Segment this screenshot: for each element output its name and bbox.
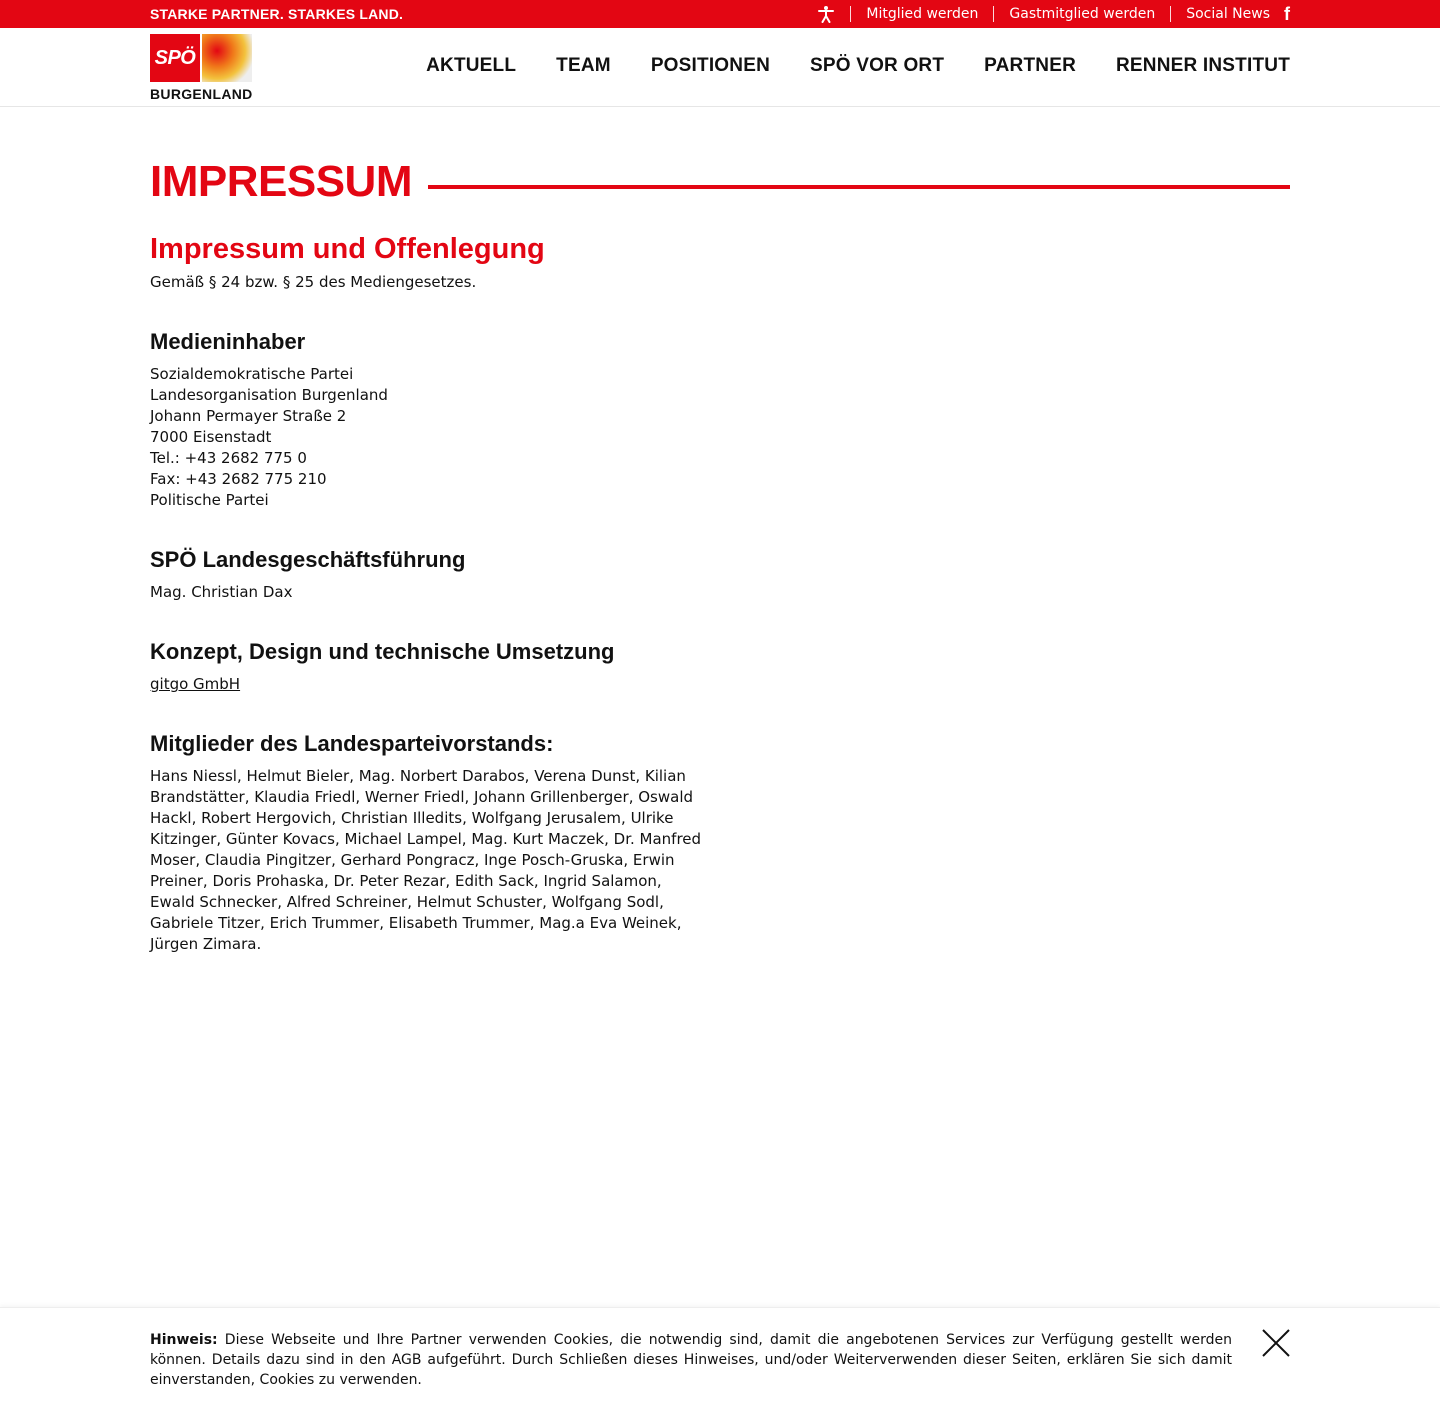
owner-line: Politische Partei bbox=[150, 491, 269, 509]
nav-item-positionen[interactable]: POSITIONEN bbox=[650, 55, 770, 76]
section-heading-management: SPÖ Landesgeschäftsführung bbox=[150, 547, 466, 572]
main-content bbox=[150, 158, 1290, 955]
page-title-row bbox=[150, 158, 1290, 206]
lead-text: Gemäß § 24 bzw. § 25 des Mediengesetzes. bbox=[150, 273, 477, 291]
logo-graphic bbox=[202, 34, 252, 82]
nav-item-renner-institut[interactable]: RENNER INSTITUT bbox=[1116, 55, 1290, 76]
owner-details bbox=[150, 364, 1290, 511]
cookie-text bbox=[150, 1330, 1232, 1390]
owner-line: Fax: +43 2682 775 210 bbox=[150, 470, 327, 488]
main-nav bbox=[426, 55, 1290, 77]
site-logo[interactable] bbox=[150, 34, 254, 102]
divider bbox=[1170, 6, 1171, 22]
cookie-label: Hinweis: bbox=[150, 1332, 218, 1348]
management-name: Mag. Christian Dax bbox=[150, 583, 293, 601]
nav-item-team[interactable]: TEAM bbox=[556, 55, 611, 76]
tagline: STARKE PARTNER. STARKES LAND. bbox=[150, 6, 404, 22]
owner-line: Johann Permayer Straße 2 bbox=[150, 407, 347, 425]
logo-region: BURGENLAND bbox=[150, 86, 253, 102]
link-mitglied-werden[interactable]: Mitglied werden bbox=[866, 6, 979, 22]
top-links bbox=[817, 0, 1290, 28]
title-rule bbox=[428, 185, 1290, 189]
page-title: IMPRESSUM bbox=[150, 157, 412, 206]
section-heading-concept: Konzept, Design und technische Umsetzung bbox=[150, 639, 615, 664]
cookie-message: Diese Webseite und Ihre Partner verwenden Cookies, die notwendig sind, damit die angebotenen Services zur Verfügung gestellt werden können. Details dazu sind in den AGB aufgeführt. Durch Schließen dieses Hinweises, und/oder Weiterverwenden dieser Seiten, erklären Sie sich damit einverstanden, Cookies zu verwenden. bbox=[150, 1332, 1232, 1388]
owner-line: Sozialdemokratische Partei bbox=[150, 365, 354, 383]
section-heading-owner: Medieninhaber bbox=[150, 329, 306, 354]
cookie-notice bbox=[0, 1307, 1440, 1410]
divider bbox=[850, 6, 851, 22]
close-icon[interactable] bbox=[1262, 1329, 1290, 1357]
section-heading-board: Mitglieder des Landesparteivorstands: bbox=[150, 731, 554, 756]
divider bbox=[993, 6, 994, 22]
link-gastmitglied-werden[interactable]: Gastmitglied werden bbox=[1009, 6, 1156, 22]
top-bar bbox=[0, 0, 1440, 28]
logo-mark: SPÖ bbox=[150, 34, 200, 82]
facebook-icon[interactable]: f bbox=[1284, 4, 1290, 24]
site-header bbox=[0, 28, 1440, 107]
nav-item-aktuell[interactable]: AKTUELL bbox=[426, 55, 517, 76]
nav-item-spoe-vor-ort[interactable]: SPÖ VOR ORT bbox=[810, 55, 945, 76]
owner-line: 7000 Eisenstadt bbox=[150, 428, 272, 446]
nav-item-partner[interactable]: PARTNER bbox=[984, 55, 1076, 76]
owner-line: Landesorganisation Burgenland bbox=[150, 386, 388, 404]
agency-link[interactable]: gitgo GmbH bbox=[150, 675, 241, 693]
page-subtitle: Impressum und Offenlegung bbox=[150, 233, 545, 265]
link-social-news[interactable]: Social News bbox=[1186, 6, 1270, 22]
management-details bbox=[150, 582, 1290, 603]
owner-line: Tel.: +43 2682 775 0 bbox=[150, 449, 307, 467]
board-members: Hans Niessl, Helmut Bieler, Mag. Norbert Darabos, Verena Dunst, Kilian Brandstätter, Klaudia Friedl, Werner Friedl, Johann Grillenberger, Oswald Hackl, Robert Hergovich, Christian Illedits, Wolfgang Jerusalem, Ulrike Kitzinger, Günter Kovacs, Michael Lampel, Mag. Kurt Maczek, Dr. Manfred Moser, Claudia Pingitzer, Gerhard Pongracz, Inge Posch-Gruska, Erwin Preiner, Doris Prohaska, Dr. Peter Rezar, Edith Sack, Ingrid Salamon, Ewald Schnecker, Alfred Schreiner, Helmut Schuster, Wolfgang Sodl, Gabriele Titzer, Erich Trummer, Elisabeth Trummer, Mag.a Eva Weinek, Jürgen Zimara. bbox=[150, 767, 702, 953]
accessibility-icon[interactable] bbox=[817, 5, 835, 23]
